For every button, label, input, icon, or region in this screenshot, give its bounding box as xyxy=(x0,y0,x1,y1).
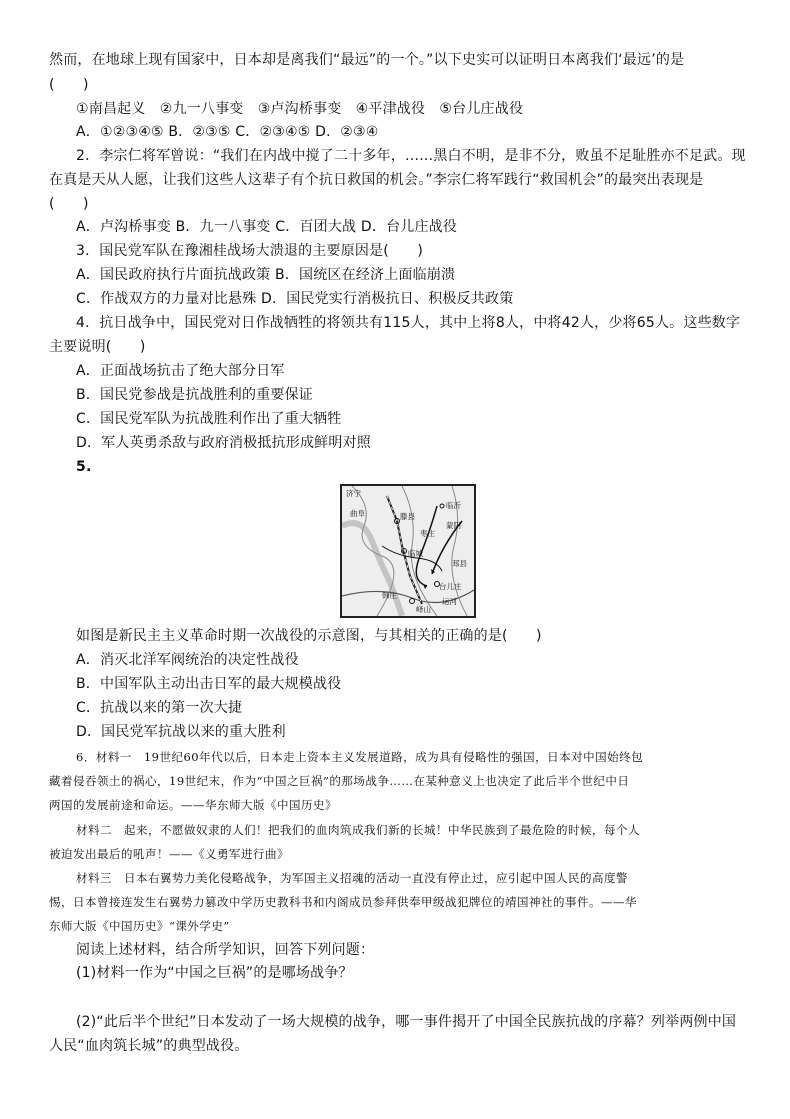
map-label: 韩庄 xyxy=(382,591,397,600)
map-label: 台儿庄 xyxy=(439,582,462,591)
choice-line: D．国民党军抗战以来的重大胜利 xyxy=(76,724,286,740)
map-label: 邳县 xyxy=(452,559,467,568)
map-label: 济宁 xyxy=(346,489,361,498)
map-label: 临沂 xyxy=(446,501,461,510)
choice-line: C．作战双方的力量对比悬殊 D．国民党实行消极抗日、积极反共政策 xyxy=(76,291,514,307)
choice-line: A．国民政府执行片面抗战政策 B．国统区在经济上面临崩溃 xyxy=(76,267,456,283)
text-line: 在真是天从人愿，让我们这些人这辈子有个抗日救国的机会。”李宗仁将军践行“救国机会”的最突出表现是 xyxy=(49,172,704,188)
choice-line: A．卢沟桥事变 B．九一八事变 C．百团大战 D．台儿庄战役 xyxy=(76,219,458,235)
text-line: 人民“血肉筑长城”的典型战役。 xyxy=(49,1038,249,1054)
question-5-number: 5. xyxy=(76,459,92,475)
material-line: 被迫发出最后的吼声！——《义勇军进行曲》 xyxy=(49,847,289,861)
question-6-material-1: 6．材料一 19世纪60年代以后，日本走上资本主义发展道路，成为具有侵略性的强国，日本对中国始终包 xyxy=(76,750,644,764)
question-3: 3．国民党军队在豫湘桂战场大溃退的主要原因是( ) xyxy=(76,243,424,259)
choice-line: D．军人英勇杀敌与政府消极抵抗形成鲜明对照 xyxy=(76,435,371,451)
map-label: 峄山 xyxy=(416,605,431,614)
text-line: ( ) xyxy=(49,77,89,93)
map-label: 运河 xyxy=(442,597,457,606)
text-line: 然而，在地球上现有国家中，日本却是离我们“最远”的一个。”以下史实可以证明日本离我们‘最远’的是 xyxy=(49,52,685,68)
battle-map-image xyxy=(340,484,476,618)
options-line: ①南昌起义 ②九一八事变 ③卢沟桥事变 ④平津战役 ⑤台儿庄战役 xyxy=(76,101,524,117)
choice-line: C．国民党军队为抗战胜利作出了重大牺牲 xyxy=(76,411,342,427)
material-line: 两国的发展前途和命运。——华东师大版《中国历史》 xyxy=(49,798,337,812)
sub-question-2: (2)“此后半个世纪”日本发动了一场大规模的战争，哪一事件揭开了中国全民族抗战的序幕？列举两例中国 xyxy=(76,1014,737,1030)
map-label: 蒙阴 xyxy=(446,521,461,530)
question-4: 4．抗日战争中，国民党对日作战牺牲的将领共有115人，其中上将8人，中将42人，少将65人。这些数字 xyxy=(76,315,741,331)
choice-line: A．消灭北洋军阀统治的决定性战役 xyxy=(76,652,299,668)
instruction-line: 阅读上述材料，结合所学知识，回答下列问题： xyxy=(76,942,375,958)
material-line: 东师大版《中国历史》“课外学史” xyxy=(49,919,230,933)
map-label: 滕县 xyxy=(400,512,415,521)
choice-line: B．中国军队主动出击日军的最大规模战役 xyxy=(76,676,342,692)
choice-line: B．国民党参战是抗战胜利的重要保证 xyxy=(76,387,314,403)
text-line: ( ) xyxy=(49,196,89,212)
map-label: 临城 xyxy=(408,549,423,558)
question-6-material-3: 材料三 日本右翼势力美化侵略战争，为军国主义招魂的活动一直没有停止过，应引起中国人民的高度警 xyxy=(76,871,628,885)
choice-line: C．抗战以来的第一次大捷 xyxy=(76,700,243,716)
question-5-stem: 如图是新民主主义革命时期一次战役的示意图，与其相关的正确的是( ) xyxy=(76,628,542,644)
choice-line: A．①②③④⑤ B．②③⑤ C．②③④⑤ D．②③④ xyxy=(76,124,379,140)
map-label: 曲阜 xyxy=(350,509,365,518)
material-line: 惕，日本曾接连发生右翼势力篡改中学历史教科书和内阁成员参拜供奉甲级战犯牌位的靖国神社的事件。——华 xyxy=(49,895,637,909)
question-2: 2．李宗仁将军曾说：“我们在内战中搅了二十多年，……黑白不明，是非不分，败虽不足耻胜亦不足武。现 xyxy=(76,148,746,164)
question-6-material-2: 材料二 起来，不愿做奴隶的人们！把我们的血肉筑成我们新的长城！中华民族到了最危险的时候，每个人 xyxy=(76,823,640,837)
text-line: 主要说明( ) xyxy=(49,339,146,355)
material-line: 藏着侵吞领土的祸心，19世纪末，作为“中国之巨祸”的那场战争……在某种意义上也决定了此后半个世纪中日 xyxy=(49,774,630,788)
choice-line: A．正面战场抗击了绝大部分日军 xyxy=(76,363,285,379)
sub-question-1: (1)材料一作为“中国之巨祸”的是哪场战争？ xyxy=(76,965,353,981)
map-label: 枣庄 xyxy=(420,529,435,538)
